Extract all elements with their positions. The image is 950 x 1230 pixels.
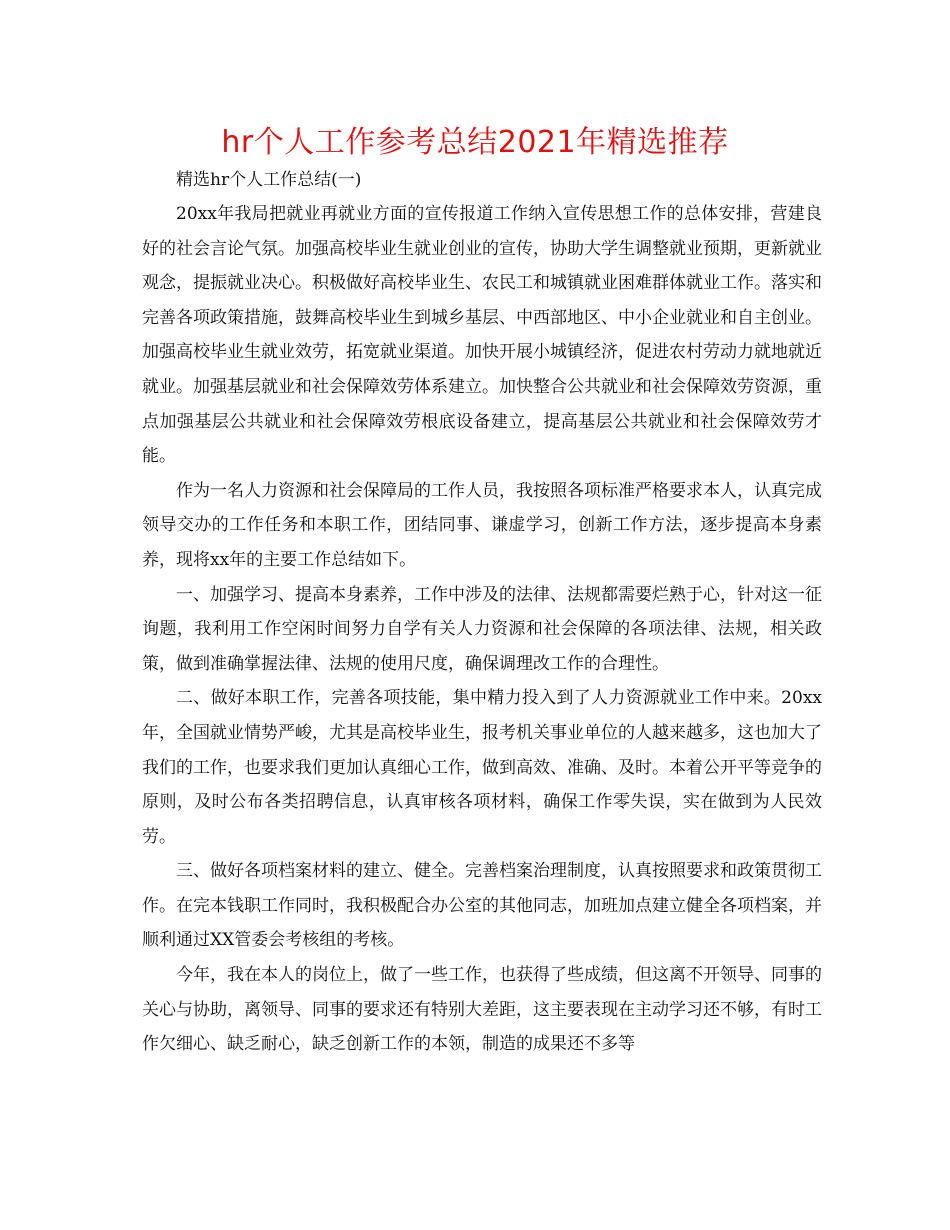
paragraph: 三、做好各项档案材料的建立、健全。完善档案治理制度，认真按照要求和政策贯彻工作。在完本钱职工作同时，我积极配合办公室的其他同志，加班加点建立健全各项档案，并顺利通过XX管委会考核组的考核。 — [142, 861, 822, 951]
document-body — [142, 163, 822, 1062]
paragraph: 今年，我在本人的岗位上，做了一些工作，也获得了些成绩，但这离不开领导、同事的关心与协助，离领导、同事的要求还有特别大差距，这主要表现在主动学习还不够，有时工作欠细心、缺乏耐心，缺乏创新工作的本领，制造的成果还不多等 — [142, 965, 822, 1055]
paragraph: 二、做好本职工作，完善各项技能，集中精力投入到了人力资源就业工作中来。20xx年，全国就业情势严峻，尤其是高校毕业生，报考机关事业单位的人越来越多，这也加大了我们的工作，也要求我们更加认真细心工作，做到高效、准确、及时。本着公开平等竞争的原则，及时公布各类招聘信息，认真审核各项材料，确保工作零失误，实在做到为人民效劳。 — [142, 688, 822, 847]
paragraph: 作为一名人力资源和社会保障局的工作人员，我按照各项标准严格要求本人，认真完成领导交办的工作任务和本职工作，团结同事、谦虚学习，创新工作方法，逐步提高本身素养，现将xx年的主要工作总结如下。 — [142, 480, 822, 570]
section-subheading: 精选hr个人工作总结(一) — [176, 170, 362, 190]
paragraph: 20xx年我局把就业再就业方面的宣传报道工作纳入宣传思想工作的总体安排，营建良好的社会言论气氛。加强高校毕业生就业创业的宣传，协助大学生调整就业预期，更新就业观念，提振就业决心。积极做好高校毕业生、农民工和城镇就业困难群体就业工作。落实和完善各项政策措施，鼓舞高校毕业生到城乡基层、中西部地区、中小企业就业和自主创业。加强高校毕业生就业效劳，拓宽就业渠道。加快开展小城镇经济，促进农村劳动力就地就近就业。加强基层就业和社会保障效劳体系建立。加快整合公共就业和社会保障效劳资源，重点加强基层公共就业和社会保障效劳根底设备建立，提高基层公共就业和社会保障效劳才能。 — [142, 204, 822, 467]
document-title: hr个人工作参考总结2021年精选推荐 — [221, 125, 729, 160]
paragraph: 一、加强学习、提高本身素养，工作中涉及的法律、法规都需要烂熟于心，针对这一征询题，我利用工作空闲时间努力自学有关人力资源和社会保障的各项法律、法规，相关政策，做到准确掌握法律、法规的使用尺度，确保调理改工作的合理性。 — [142, 584, 822, 674]
